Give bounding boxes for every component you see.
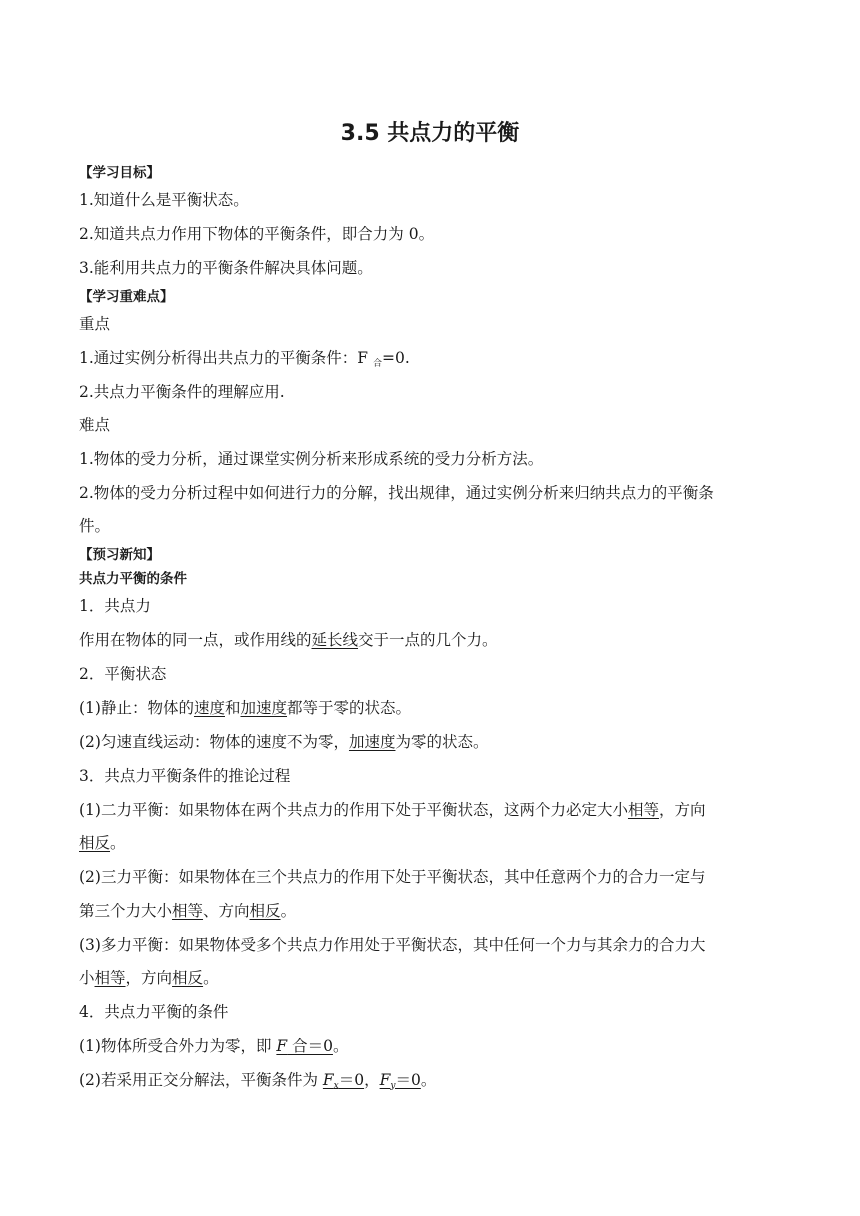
key-item-2: 2.共点力平衡条件的理解应用. [79,383,285,401]
section-4-item-1: (1)物体所受合外力为零，即 F 合＝0。 [79,1037,349,1055]
key-points-heading: 【学习重难点】 [79,289,174,305]
section-3-item-3-cont: 小相等，方向相反。 [79,969,219,987]
preview-heading: 【预习新知】 [79,547,160,563]
section-1-text: 作用在物体的同一点，或作用线的延长线交于一点的几个力。 [79,631,498,649]
section-3-item-1: (1)二力平衡：如果物体在两个共点力的作用下处于平衡状态，这两个力必定大小相等，方向 [79,801,706,819]
difficult-item-2: 2.物体的受力分析过程中如何进行力的分解，找出规律，通过实例分析来归纳共点力的平衡条 [79,484,714,502]
goals-heading: 【学习目标】 [79,165,160,181]
preview-subheading: 共点力平衡的条件 [79,571,187,587]
section-2-item-1: (1)静止：物体的速度和加速度都等于零的状态。 [79,699,412,717]
page-title: 3.5 共点力的平衡 [340,121,520,146]
section-3-item-2: (2)三力平衡：如果物体在三个共点力的作用下处于平衡状态，其中任意两个力的合力一定与 [79,868,706,886]
section-3-item-3: (3)多力平衡：如果物体受多个共点力作用处于平衡状态，其中任何一个力与其余力的合力大 [79,936,706,954]
section-4-item-2: (2)若采用正交分解法，平衡条件为 $F_x=0$，$F_y=0$。 [79,1071,437,1091]
section-4-title: 4．共点力平衡的条件 [79,1003,229,1021]
difficult-item-1: 1.物体的受力分析，通过课堂实例分析来形成系统的受力分析方法。 [79,450,544,468]
section-3-title: 3．共点力平衡条件的推论过程 [79,767,291,785]
key-item-1: 1.通过实例分析得出共点力的平衡条件：F $_合$=0. [79,349,410,369]
section-1-title: 1．共点力 [79,597,151,615]
goal-item: 2.知道共点力作用下物体的平衡条件，即合力为 0。 [79,225,435,243]
difficult-item-2-cont: 件。 [79,517,111,535]
section-2-title: 2．平衡状态 [79,665,167,683]
goal-item: 1.知道什么是平衡状态。 [79,191,249,209]
section-3-item-1-cont: 相反。 [79,834,126,852]
goal-item: 3.能利用共点力的平衡条件解决具体问题。 [79,259,373,277]
section-3-item-2-cont: 第三个力大小相等、方向相反。 [79,902,297,920]
section-2-item-2: (2)匀速直线运动：物体的速度不为零，加速度为零的状态。 [79,733,489,751]
difficult-label: 难点 [79,416,111,434]
key-label: 重点 [79,315,111,333]
